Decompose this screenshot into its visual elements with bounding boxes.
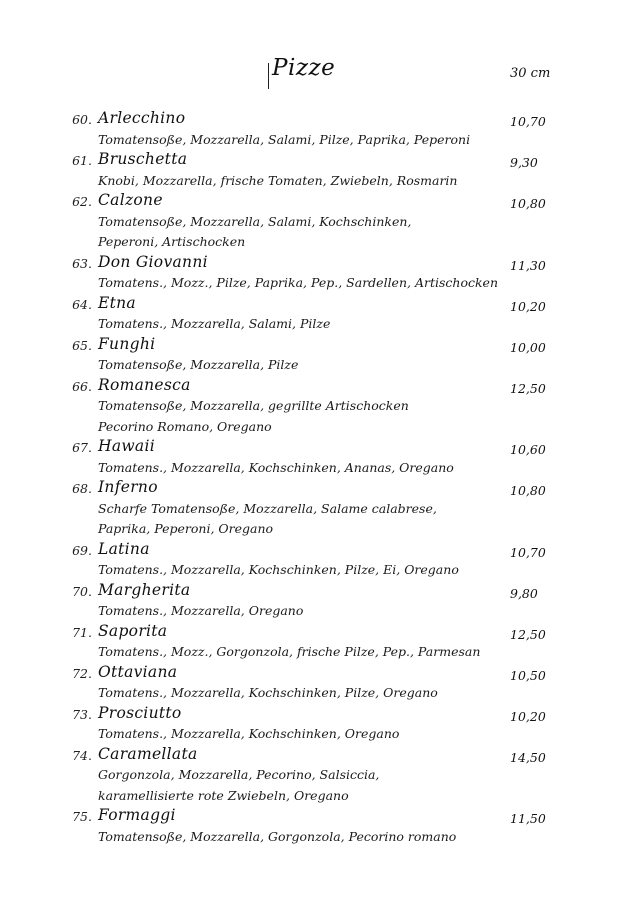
item-description: Pecorino Romano, Oregano xyxy=(98,418,272,434)
item-number: 70. xyxy=(72,583,92,599)
item-name: Ottaviana xyxy=(98,662,178,681)
item-name: Etna xyxy=(98,293,136,312)
item-name: Saporita xyxy=(98,621,168,640)
pizza-list xyxy=(0,109,643,847)
menu-item xyxy=(0,581,643,622)
item-number: 63. xyxy=(72,255,92,271)
item-price: 10,80 xyxy=(510,196,546,211)
menu-item xyxy=(0,806,643,847)
menu-item-header xyxy=(0,150,643,171)
item-price: 11,50 xyxy=(510,811,546,826)
menu-item-header xyxy=(0,581,643,602)
menu-item xyxy=(0,478,643,540)
menu-item xyxy=(0,376,643,438)
item-price: 9,80 xyxy=(510,585,538,601)
item-description: karamellisierte rote Zwiebeln, Oregano xyxy=(98,787,349,803)
menu-item xyxy=(0,294,643,335)
item-name: Hawaii xyxy=(98,437,155,455)
menu-item xyxy=(0,745,643,807)
item-description: Tomatensoße, Mozzarella, Pilze xyxy=(98,357,299,372)
item-description: Tomatensoße, Mozzarella, Gorgonzola, Pecorino romano xyxy=(98,828,457,844)
item-description: Tomatens., Mozzarella, Salami, Pilze xyxy=(98,316,331,331)
item-description: Scharfe Tomatensoße, Mozzarella, Salame calabrese, xyxy=(98,500,437,516)
menu-item-header xyxy=(0,294,643,315)
item-price: 12,50 xyxy=(510,380,546,396)
item-number: 68. xyxy=(72,481,92,496)
item-description: Gorgonzola, Mozzarella, Pecorino, Salsiccia, xyxy=(98,767,380,782)
menu-item-header xyxy=(0,663,643,684)
item-number: 67. xyxy=(72,440,92,455)
item-description: Tomatens., Mozzarella, Kochschinken, Oregano xyxy=(98,726,400,741)
item-description: Tomatens., Mozzarella, Kochschinken, Pilze, Ei, Oregano xyxy=(98,562,459,577)
item-price: 10,70 xyxy=(510,544,546,560)
item-name: Prosciutto xyxy=(98,703,182,722)
menu-item xyxy=(0,663,643,704)
item-number: 61. xyxy=(72,153,92,168)
item-price: 9,30 xyxy=(510,155,538,170)
item-description: Tomatens., Mozzarella, Oregano xyxy=(98,603,304,618)
item-name: Formaggi xyxy=(98,806,176,824)
item-price: 10,20 xyxy=(510,298,546,314)
menu-item-header xyxy=(0,622,643,643)
menu-item-header xyxy=(0,191,643,212)
item-description: Peperoni, Artischocken xyxy=(98,234,246,249)
item-number: 69. xyxy=(72,542,92,558)
item-description: Tomatens., Mozz., Gorgonzola, frische Pilze, Pep., Parmesan xyxy=(98,644,481,659)
item-price: 10,00 xyxy=(510,339,546,355)
menu-item xyxy=(0,191,643,253)
menu-item xyxy=(0,540,643,581)
item-number: 74. xyxy=(72,747,92,763)
item-price: 10,80 xyxy=(510,483,546,498)
menu-item-header xyxy=(0,109,643,130)
menu-item xyxy=(0,437,643,478)
item-name: Bruschetta xyxy=(98,150,188,168)
item-name: Romanesca xyxy=(98,375,191,394)
item-name: Funghi xyxy=(98,334,156,353)
item-description: Tomatensoße, Mozzarella, gegrillte Artischocken xyxy=(98,398,409,413)
menu-item-header xyxy=(0,253,643,274)
item-description: Tomatensoße, Mozzarella, Salami, Pilze, Paprika, Peperoni xyxy=(98,131,471,147)
item-name: Inferno xyxy=(98,478,158,496)
item-name: Latina xyxy=(98,539,150,558)
item-number: 73. xyxy=(72,706,92,722)
item-number: 66. xyxy=(72,378,92,394)
size-label: 30 cm xyxy=(510,66,551,81)
item-name: Caramellata xyxy=(98,744,198,763)
item-number: 62. xyxy=(72,194,92,209)
item-name: Arlecchino xyxy=(98,109,186,127)
item-price: 10,60 xyxy=(510,442,546,457)
menu-item-header xyxy=(0,704,643,725)
menu-item xyxy=(0,150,643,191)
page-title: Pizze xyxy=(272,55,336,81)
text-cursor xyxy=(268,63,269,89)
item-name: Don Giovanni xyxy=(98,252,208,271)
menu-item-header xyxy=(0,335,643,356)
menu-item xyxy=(0,704,643,745)
item-number: 72. xyxy=(72,665,92,681)
item-price: 11,30 xyxy=(510,257,546,273)
item-description: Tomatens., Mozzarella, Kochschinken, Pilze, Oregano xyxy=(98,685,438,700)
item-number: 71. xyxy=(72,624,92,640)
menu-item-header xyxy=(0,478,643,499)
item-price: 10,50 xyxy=(510,667,546,683)
menu-item-header xyxy=(0,806,643,827)
item-description: Tomatens., Mozz., Pilze, Paprika, Pep., Sardellen, Artischocken xyxy=(98,275,498,290)
menu-item xyxy=(0,622,643,663)
menu-item xyxy=(0,109,643,150)
menu-item xyxy=(0,253,643,294)
item-number: 60. xyxy=(72,112,92,127)
item-number: 64. xyxy=(72,296,92,312)
item-description: Tomatens., Mozzarella, Kochschinken, Ananas, Oregano xyxy=(98,459,454,475)
menu-item-header xyxy=(0,540,643,561)
item-description: Knobi, Mozzarella, frische Tomaten, Zwiebeln, Rosmarin xyxy=(98,172,458,188)
item-price: 10,20 xyxy=(510,708,546,724)
item-number: 65. xyxy=(72,337,92,353)
item-name: Margherita xyxy=(98,580,191,599)
item-name: Calzone xyxy=(98,191,163,209)
menu-item-header xyxy=(0,745,643,766)
menu-item-header xyxy=(0,376,643,397)
menu-item xyxy=(0,335,643,376)
item-description: Tomatensoße, Mozzarella, Salami, Kochschinken, xyxy=(98,213,412,229)
item-description: Paprika, Peperoni, Oregano xyxy=(98,521,274,536)
item-number: 75. xyxy=(72,809,92,824)
item-price: 14,50 xyxy=(510,749,546,765)
menu-item-header xyxy=(0,437,643,458)
menu-header xyxy=(0,55,643,91)
item-price: 12,50 xyxy=(510,626,546,642)
item-price: 10,70 xyxy=(510,114,546,129)
